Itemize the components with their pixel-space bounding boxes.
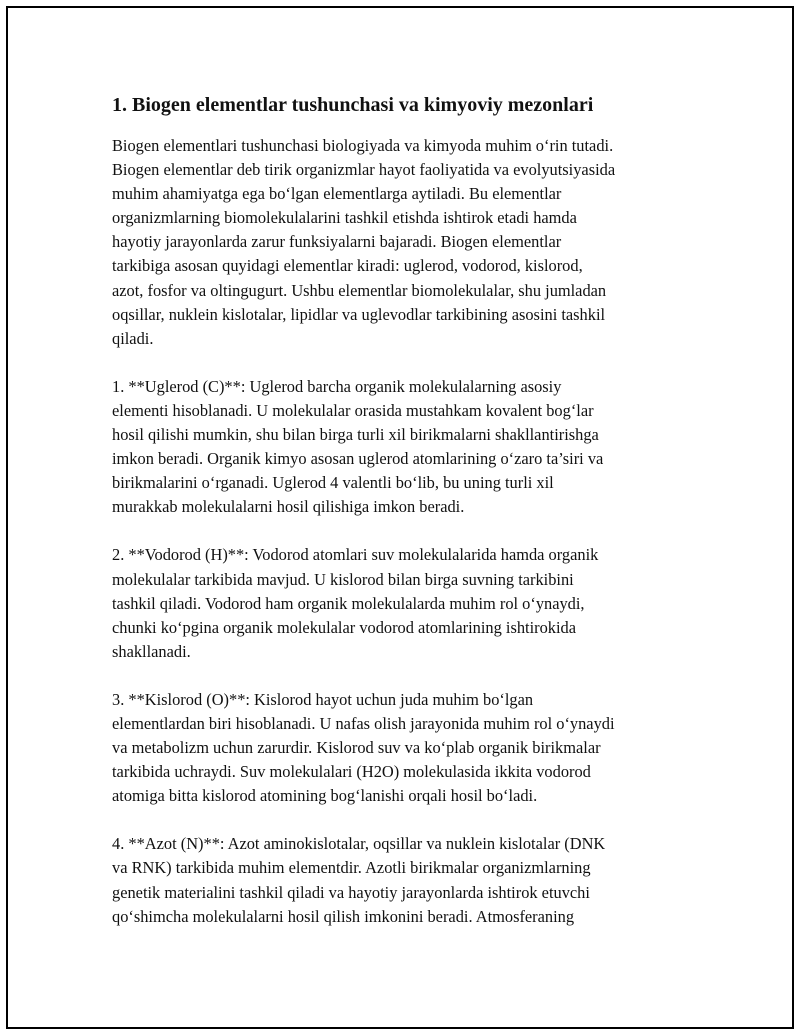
text-line: elementlardan biri hisoblanadi. U nafas olish jarayonida muhim rol o‘ynaydi	[112, 713, 615, 733]
text-line: birikmalarini o‘rganadi. Uglerod 4 valentli bo‘lib, bu uning turli xil	[112, 473, 554, 493]
text-line: azot, fosfor va oltingugurt. Ushbu elementlar biomolekulalar, shu jumladan	[112, 280, 607, 300]
paragraph-azot	[112, 832, 702, 928]
text-line: organizmlarning biomolekulalarini tashkil etishda ishtirok etadi hamda	[112, 208, 577, 228]
text-line: 4. **Azot (N)**: Azot aminokislotalar, oqsillar va nuklein kislotalar (DNK	[112, 834, 606, 854]
text-line: shakllanadi.	[112, 641, 191, 661]
text-line: hayotiy jarayonlarda zarur funksiyalarni bajaradi. Biogen elementlar	[112, 232, 562, 252]
paragraph-kislorod	[112, 688, 702, 808]
text-line: tashkil qiladi. Vodorod ham organik molekulalarda muhim rol o‘ynaydi,	[112, 593, 585, 613]
paragraph-intro	[112, 134, 702, 351]
text-line: Biogen elementlari tushunchasi biologiyada va kimyoda muhim o‘rin tutadi.	[112, 136, 614, 155]
paragraph-vodorod	[112, 543, 702, 663]
text-line: qo‘shimcha molekulalarni hosil qilish imkonini beradi. Atmosferaning	[112, 906, 575, 926]
text-line: 1. **Uglerod (C)**: Uglerod barcha organik molekulalarning asosiy	[112, 376, 562, 396]
document-body	[112, 92, 702, 953]
text-line: 2. **Vodorod (H)**: Vodorod atomlari suv molekulalarida hamda organik	[112, 545, 599, 565]
text-line: va RNK) tarkibida muhim elementdir. Azotli birikmalar organizmlarning	[112, 858, 591, 878]
text-line: imkon beradi. Organik kimyo asosan uglerod atomlarining o‘zaro ta’siri va	[112, 449, 604, 469]
text-line: tarkibiga asosan quyidagi elementlar kiradi: uglerod, vodorod, kislorod,	[112, 256, 583, 276]
text-line: tarkibida uchraydi. Suv molekulalari (H2O) molekulasida ikkita vodorod	[112, 762, 591, 782]
text-line: molekulalar tarkibida mavjud. U kislorod bilan birga suvning tarkibini	[112, 569, 574, 589]
text-line: oqsillar, nuklein kislotalar, lipidlar va uglevodlar tarkibining asosini tashkil	[112, 304, 606, 324]
text-line: atomiga bitta kislorod atomining bog‘lanishi orqali hosil bo‘ladi.	[112, 786, 538, 806]
text-line: muhim ahamiyatga ega bo‘lgan elementlarga aytiladi. Bu elementlar	[112, 184, 562, 204]
page-title: 1. Biogen elementlar tushunchasi va kimyoviy mezonlari	[112, 94, 594, 116]
text-line: Biogen elementlar deb tirik organizmlar hayot faoliyatida va evolyutsiyasida	[112, 160, 616, 180]
text-line: murakkab molekulalarni hosil qilishiga imkon beradi.	[112, 497, 465, 517]
text-line: 3. **Kislorod (O)**: Kislorod hayot uchun juda muhim bo‘lgan	[112, 689, 534, 709]
text-line: elementi hisoblanadi. U molekulalar orasida mustahkam kovalent bog‘lar	[112, 400, 594, 420]
text-line: chunki ko‘pgina organik molekulalar vodorod atomlarining ishtirokida	[112, 617, 577, 637]
paragraph-uglerod	[112, 375, 702, 520]
text-line: genetik materialini tashkil qiladi va hayotiy jarayonlarda ishtirok etuvchi	[112, 882, 590, 902]
text-line: qiladi.	[112, 328, 154, 348]
text-line: va metabolizm uchun zarurdir. Kislorod suv va ko‘plab organik birikmalar	[112, 738, 601, 758]
text-line: hosil qilishi mumkin, shu bilan birga turli xil birikmalarni shakllantirishga	[112, 425, 599, 445]
